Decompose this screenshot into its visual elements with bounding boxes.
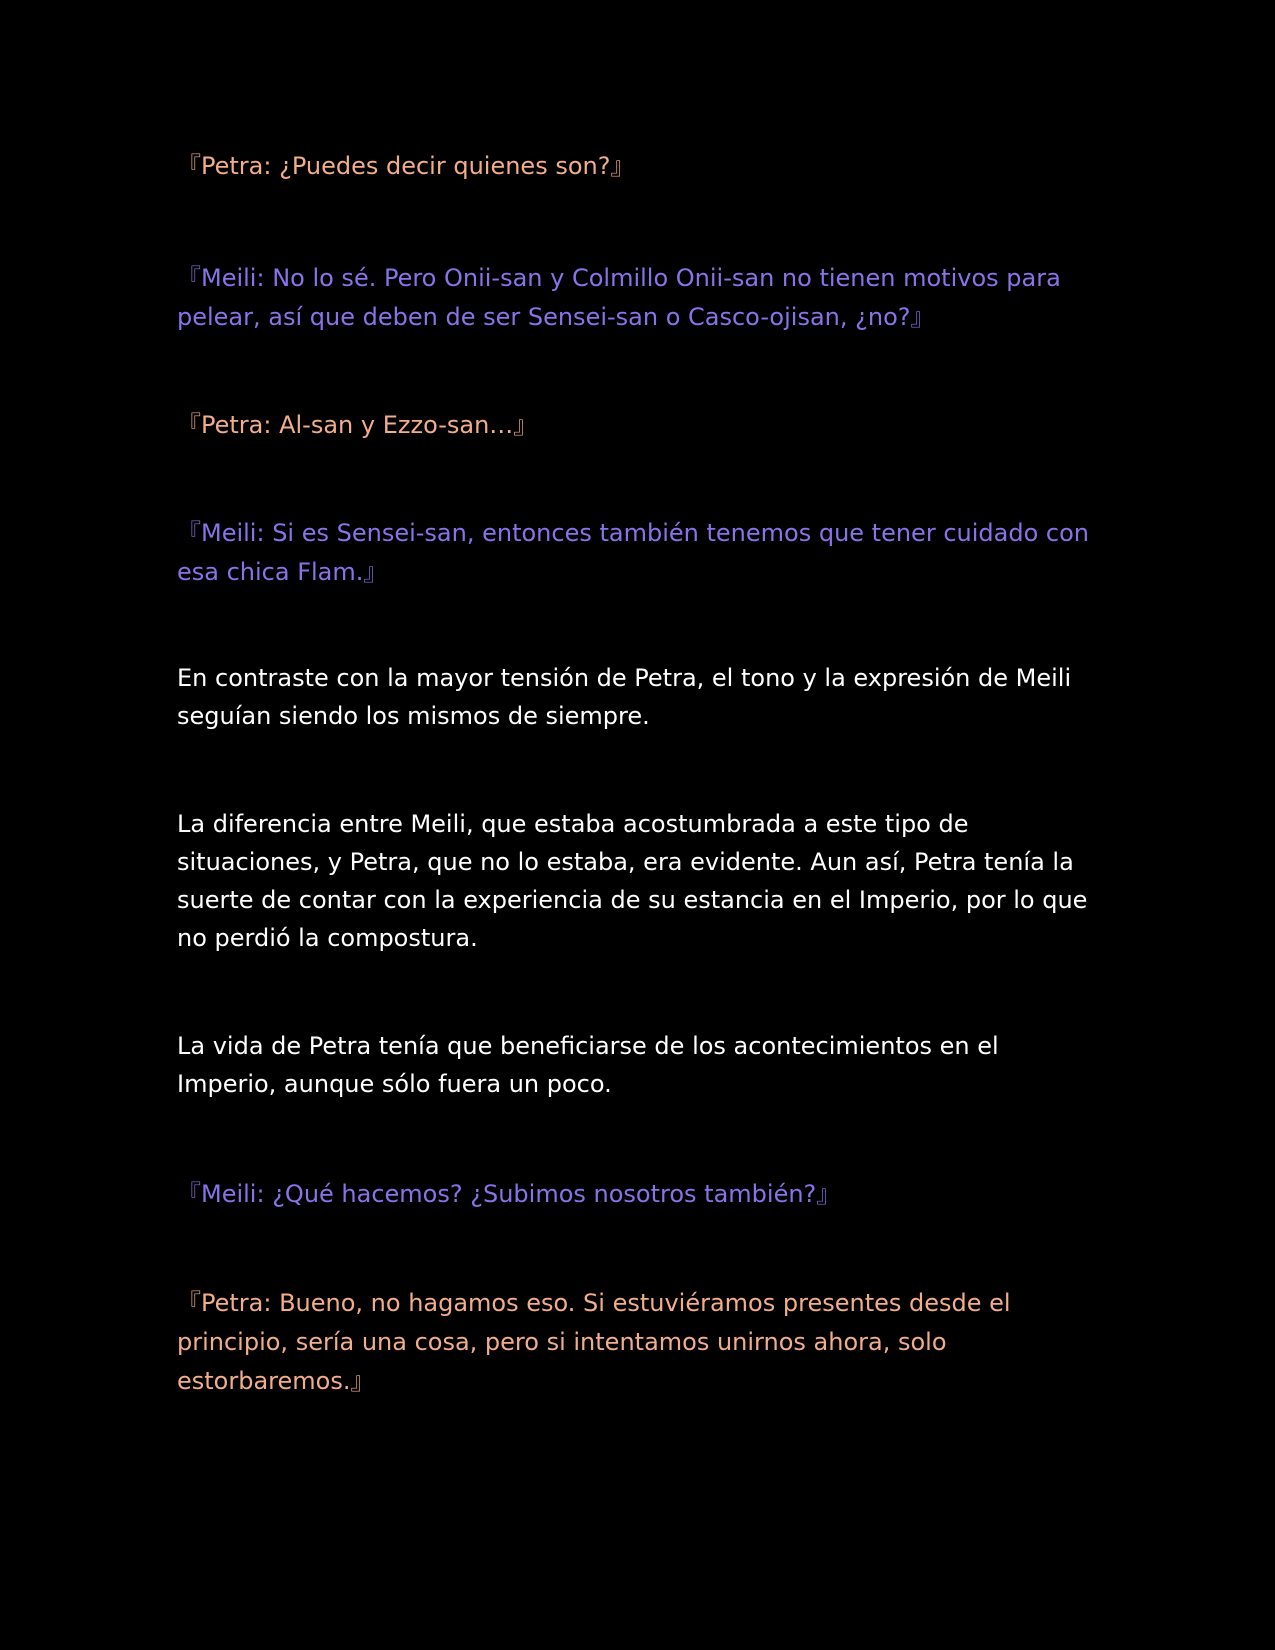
narration-paragraph: En contraste con la mayor tensión de Petra, el tono y la expresión de Meili seguían siendo los mismos de siempre.: [177, 664, 1079, 730]
dialogue-petra: 『Petra: Bueno, no hagamos eso. Si estuviéramos presentes desde el principio, sería una cosa, pero si intentamos unirnos ahora, solo estorbaremos.』: [177, 1289, 1019, 1395]
narration-paragraph: La vida de Petra tenía que beneficiarse de los acontecimientos en el Imperio, aunque sólo fuera un poco.: [177, 1032, 1007, 1098]
dialogue-meili: 『Meili: Si es Sensei-san, entonces también tenemos que tener cuidado con esa chica Flam.』: [177, 519, 1097, 586]
dialogue-meili: 『Meili: ¿Qué hacemos? ¿Subimos nosotros también?』: [177, 1180, 841, 1208]
document-page: [177, 147, 1102, 1401]
dialogue-petra: 『Petra: ¿Puedes decir quienes son?』: [177, 152, 635, 180]
narration-paragraph: La diferencia entre Meili, que estaba acostumbrada a este tipo de situaciones, y Petra, que no lo estaba, era evidente. Aun así, Petra tenía la suerte de contar con la experiencia de su estancia en el Imperio, por lo que no perdió la compostura.: [177, 810, 1096, 952]
dialogue-petra: 『Petra: Al-san y Ezzo-san…』: [177, 411, 538, 439]
dialogue-meili: 『Meili: No lo sé. Pero Onii-san y Colmillo Onii-san no tienen motivos para pelear, así que deben de ser Sensei-san o Casco-ojisan, ¿no?』: [177, 264, 1069, 331]
